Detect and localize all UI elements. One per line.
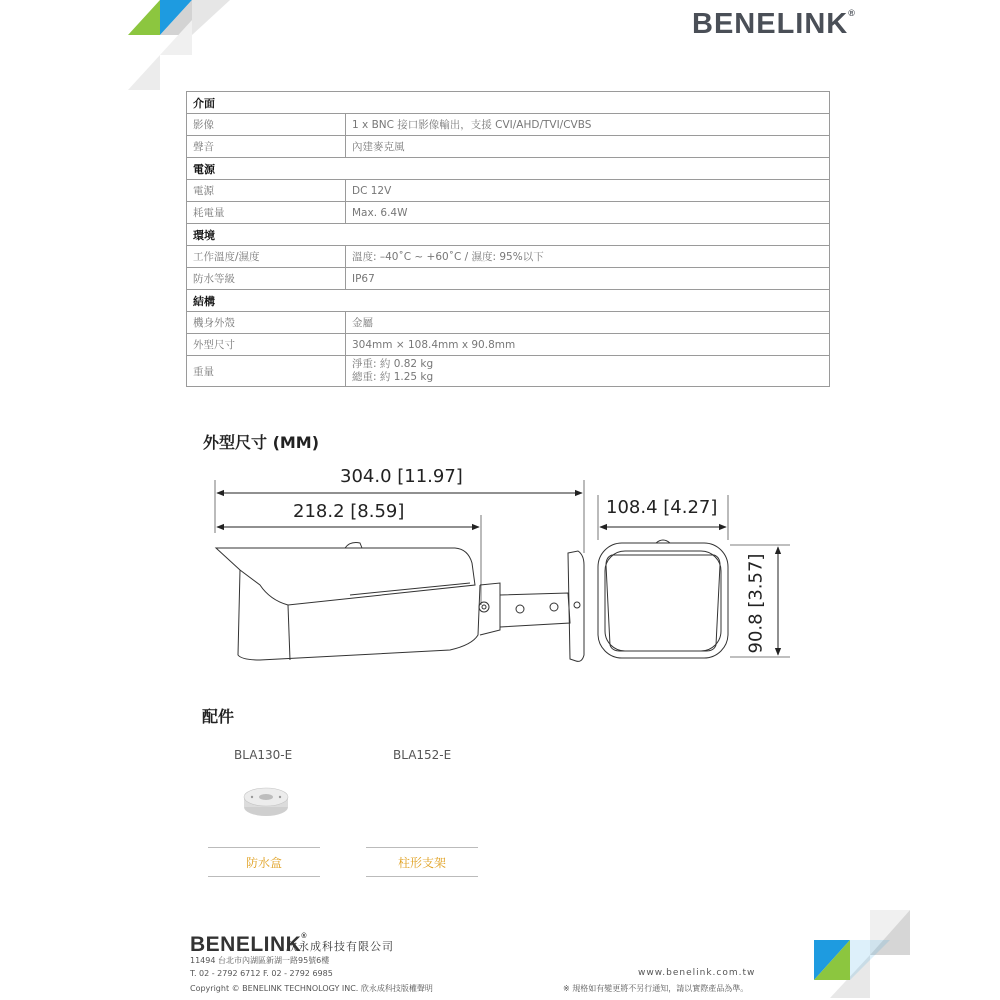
spec-row: [187, 136, 830, 158]
spec-section-row: [187, 158, 830, 180]
accessory-divider-top-2: [366, 847, 478, 848]
footer-logo: BENELINK®: [190, 933, 308, 956]
spec-row: [187, 202, 830, 224]
accessory-model-1: BLA130-E: [234, 748, 293, 762]
accessory-name-1: 防水盒: [245, 856, 282, 870]
footer-disclaimer: ※ 規格如有變更將不另行通知，請以實際產品為準。: [563, 984, 749, 993]
accessory-divider-bottom-2: [366, 876, 478, 877]
spec-table: [186, 91, 830, 387]
accessory-name-2: 柱形支架: [397, 856, 446, 870]
spec-value: 304mm × 108.4mm x 90.8mm: [346, 334, 830, 356]
spec-row: [187, 114, 830, 136]
spec-value: 1 x BNC 接口影像輸出，支援 CVI/AHD/TVI/CVBS: [346, 114, 830, 136]
footer-phone-fax: T. 02 - 2792 6712 F. 02 - 2792 6985: [190, 969, 333, 978]
dimension-drawing: [200, 455, 800, 675]
footer-copyright: Copyright © BENELINK TECHNOLOGY INC. 欣永成科技版權聲明: [190, 984, 433, 993]
spec-row: [187, 356, 830, 387]
accessory-divider-bottom-1: [208, 876, 320, 877]
spec-label: 防水等級: [187, 268, 346, 290]
accessory-divider-top-1: [208, 847, 320, 848]
spec-value: IP67: [346, 268, 830, 290]
spec-row: [187, 246, 830, 268]
spec-value: Max. 6.4W: [346, 202, 830, 224]
spec-section-row: [187, 290, 830, 312]
spec-row: [187, 312, 830, 334]
spec-section-label: 電源: [187, 158, 830, 180]
spec-label: 外型尺寸: [187, 334, 346, 356]
spec-label: 影像: [187, 114, 346, 136]
accessories-heading: 配件: [202, 707, 235, 726]
footer-address: 11494 台北市內湖區新湖一路95號6樓: [190, 956, 330, 965]
spec-section-row: [187, 92, 830, 114]
spec-label: 電源: [187, 180, 346, 202]
spec-label: 重量: [187, 356, 346, 387]
dim-height: 90.8 [3.57]: [745, 553, 767, 654]
spec-value: [346, 356, 830, 387]
corner-decoration-top-left: [120, 0, 260, 95]
brand-logo: BENELINK®: [692, 8, 856, 40]
spec-label: 工作溫度/濕度: [187, 246, 346, 268]
spec-value-line: 總重: 約 1.25 kg: [352, 371, 434, 383]
spec-row: [187, 334, 830, 356]
dim-width: 108.4 [4.27]: [606, 497, 718, 518]
spec-section-row: [187, 224, 830, 246]
spec-value: 溫度: –40˚C ~ +60˚C / 濕度: 95%以下: [346, 246, 830, 268]
dimensions-heading: 外型尺寸 (MM): [203, 433, 320, 452]
spec-label: 聲音: [187, 136, 346, 158]
dim-body-length: 218.2 [8.59]: [293, 501, 405, 522]
accessory-model-2: BLA152-E: [393, 748, 452, 762]
corner-decoration-bottom-right: [790, 910, 1000, 1000]
spec-value: 金屬: [346, 312, 830, 334]
spec-value: DC 12V: [346, 180, 830, 202]
spec-row: [187, 180, 830, 202]
footer-company-name: 欣永成科技有限公司: [286, 940, 394, 953]
camera-front-view: [598, 540, 728, 658]
camera-side-view: [216, 543, 584, 662]
dim-total-length: 304.0 [11.97]: [340, 466, 463, 487]
spec-row: [187, 268, 830, 290]
spec-value: 內建麥克風: [346, 136, 830, 158]
junction-box-image: [242, 783, 290, 819]
spec-section-label: 結構: [187, 290, 830, 312]
spec-label: 機身外殼: [187, 312, 346, 334]
spec-value-line: 淨重: 約 0.82 kg: [352, 358, 434, 370]
spec-label: 耗電量: [187, 202, 346, 224]
footer-website[interactable]: www.benelink.com.tw: [638, 968, 756, 978]
spec-section-label: 介面: [187, 92, 830, 114]
spec-section-label: 環境: [187, 224, 830, 246]
